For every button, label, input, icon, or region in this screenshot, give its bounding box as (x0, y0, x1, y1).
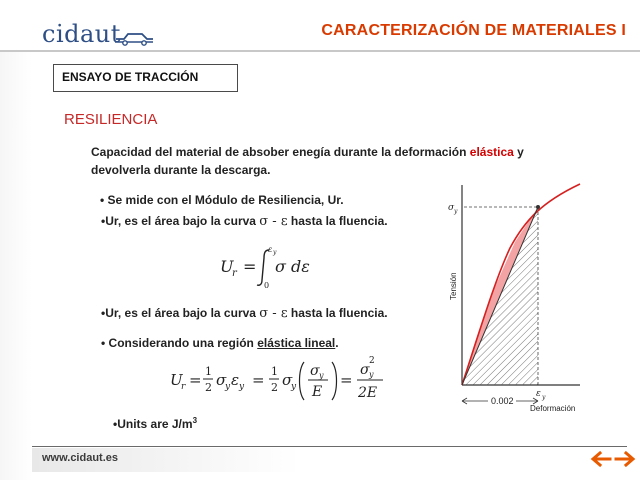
bullet-4-text: • Considerando una región (101, 336, 258, 350)
footer-divider (32, 446, 627, 447)
formula1-lhs: U (220, 257, 234, 276)
formula2-sigma2-sub: y (291, 382, 297, 392)
intro-text-2: y devolverla durante la descarga. (91, 145, 524, 177)
formula2-eq-1: = (189, 371, 202, 389)
formula2-sigma: σ (216, 371, 227, 389)
footer-band (32, 448, 627, 472)
formula1-eq: = (243, 257, 257, 276)
formula2-half-den: 2 (205, 381, 212, 394)
formula2-mid-den: E (312, 384, 323, 400)
eps-y-label: ε (536, 389, 541, 399)
formula2-mid-num: σ (310, 363, 320, 379)
y-axis-label: Tensión (449, 272, 458, 300)
formula1-upper-sub: y (273, 249, 277, 256)
offset-label: 0.002 (491, 396, 514, 406)
formula2-r-den: 2E (358, 385, 378, 401)
sigma-y-label: σ (448, 203, 455, 213)
bullet-2-text: •Ur, es el área bajo la curva (101, 214, 260, 228)
bullet-5-text: •Units are J/m (113, 417, 193, 431)
header-divider (0, 50, 640, 52)
formula1-body: σ dε (275, 257, 310, 276)
formula2-eps-sub: y (239, 382, 245, 392)
formula2-r-num: σ (360, 362, 370, 378)
bullet-3-symbols: σ - ε (259, 306, 288, 321)
formula2-sigma2: σ (282, 371, 293, 389)
formula2-sigma-sub: y (225, 382, 231, 392)
formula2-mid-num-sub: y (319, 371, 324, 380)
bullet-3 (101, 306, 388, 321)
formula1-upper: ε (268, 245, 273, 254)
formula1-lhs-sub: r (232, 268, 237, 279)
car-logo-icon (114, 30, 154, 46)
formula2-half2-num: 1 (271, 365, 278, 378)
formula2-r-num-sup: 2 (369, 356, 375, 366)
intro-highlight: elástica (469, 145, 514, 159)
eps-y-sub: y (542, 394, 546, 401)
bullet-3-tail: hasta la fluencia. (287, 306, 388, 320)
next-arrow-icon[interactable] (614, 450, 636, 468)
linear-elastic-resilience-formula (168, 354, 390, 404)
bullet-4 (101, 336, 339, 350)
intro-text-1: Capacidad del material de absober enegía durante la deformación (91, 145, 470, 159)
previous-arrow-icon[interactable] (590, 450, 612, 468)
formula2-lhs: U (170, 371, 183, 389)
bullet-2 (101, 214, 388, 229)
bullet-5-sup: 3 (192, 416, 198, 425)
x-axis-label: Deformación (530, 404, 576, 413)
elastic-linear-link[interactable]: elástica lineal (257, 336, 336, 350)
formula2-eq-3: = (340, 371, 353, 389)
formula2-r-num-sub: y (369, 370, 374, 379)
formula2-half2-den: 2 (271, 381, 278, 394)
sigma-y-sub: y (454, 208, 458, 215)
stress-strain-graph (430, 180, 585, 415)
resilience-integral-formula (215, 242, 325, 290)
bullet-2-symbols: σ - ε (259, 214, 288, 229)
bullet-4-tail: . (335, 336, 339, 350)
topic-heading: RESILIENCIA (64, 111, 158, 128)
formula2-lhs-sub: r (181, 382, 186, 392)
footer-website[interactable]: www.cidaut.es (42, 452, 119, 464)
intro-paragraph (91, 143, 576, 179)
page-title: CARACTERIZACIÓN DE MATERIALES I (321, 22, 626, 39)
formula2-eps: ε (231, 371, 240, 389)
left-margin-band (0, 0, 32, 480)
bullet-2-tail: hasta la fluencia. (287, 214, 388, 228)
formula2-eq-2: = (252, 371, 265, 389)
bullet-1: • Se mide con el Módulo de Resiliencia, Ur. (100, 193, 344, 207)
bullet-3-text: •Ur, es el área bajo la curva (101, 306, 260, 320)
bullet-5 (113, 416, 197, 431)
formula1-lower: 0 (264, 281, 270, 290)
formula2-half-num: 1 (205, 365, 212, 378)
cidaut-logo: cidaut (42, 20, 121, 48)
section-label: ENSAYO DE TRACCIÓN (62, 70, 199, 84)
